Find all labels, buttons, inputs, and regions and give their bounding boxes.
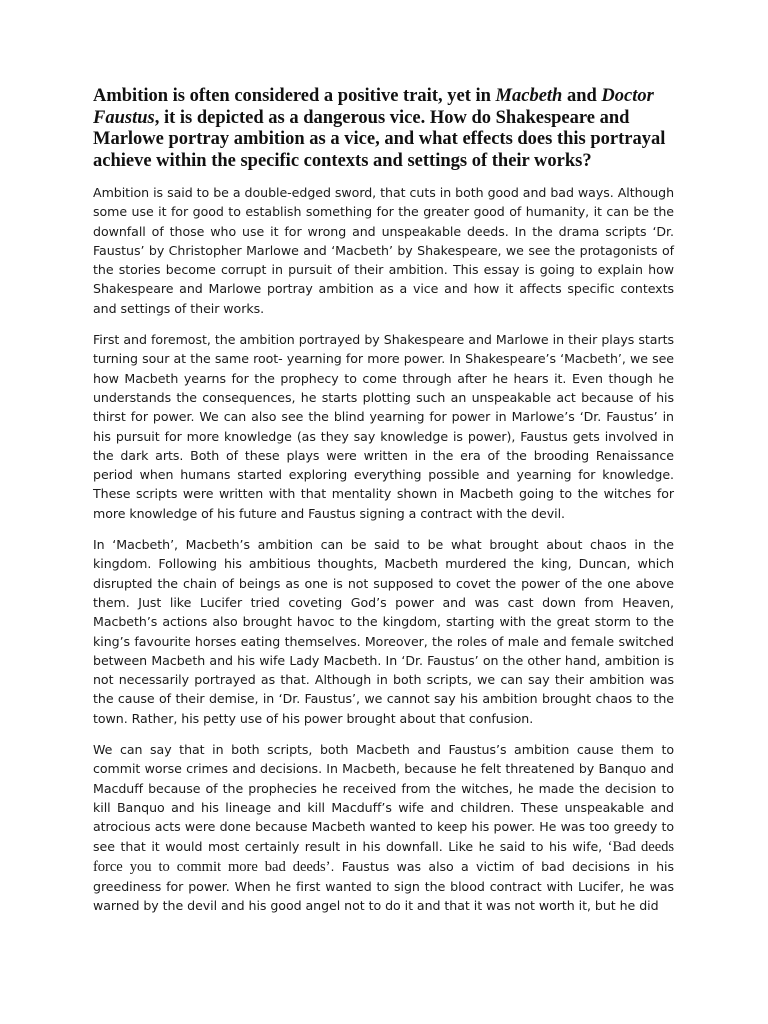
paragraph-introduction: Ambition is said to be a double-edged sword, that cuts in both good and bad ways. Although some use it for good to establish something for the greater good of humanity, it can be the downfall of those who use it for wrong and unspeakable deeds. In the drama scripts ‘Dr. Faustus’ by Christopher Marlowe and ‘Macbeth’ by Shakespeare, we see the protagonists of the stories become corrupt in pursuit of their ambition. This essay is going to explain how Shakespeare and Marlowe portray ambition as a vice and how it affects specific contexts and settings of their works. xyxy=(93,185,674,316)
essay-title xyxy=(93,86,674,172)
title-work-macbeth: Macbeth xyxy=(495,86,563,106)
title-work-doctor-faustus: Doctor Faustus xyxy=(93,86,654,128)
title-part-2: and xyxy=(562,86,602,106)
quotation: ‘Bad deeds force you to commit more bad deeds’ xyxy=(93,838,674,875)
paragraph-crimes xyxy=(93,740,674,916)
paragraph-power: First and foremost, the ambition portrayed by Shakespeare and Marlowe in their plays starts turning sour at the same root- yearning for more power. In Shakespeare’s ‘Macbeth’, we see how Macbeth yearns for the prophecy to come through after he hears it. Even though he understands the consequences, he starts plotting such an unspeakable act because of his thirst for power. We can also see the blind yearning for power in Marlowe’s ‘Dr. Faustus’ in his pursuit for more knowledge (as they say knowledge is power), Faustus gets involved in the dark arts. Both of these plays were written in the era of the brooding Renaissance period when humans started exploring everything possible and yearning for knowledge. These scripts were written with that mentality shown in Macbeth going to the witches for more knowledge of his future and Faustus signing a contract with the devil. xyxy=(93,332,674,521)
document-page xyxy=(93,86,674,928)
paragraph-crimes-text-2: . Faustus was also a victim of bad decisions in his greediness for power. When he first wanted to sign the blood contract with Lucifer, he was warned by the devil and his good angel not to do it and that it was not worth it, but he did xyxy=(93,858,674,914)
title-part-1: Ambition is often considered a positive trait, yet in xyxy=(93,86,496,106)
title-part-3: , it is depicted as a dangerous vice. How do Shakespeare and Marlowe portray ambition as a vice, and what effects does this portrayal achieve within the specific contexts and settings of their works? xyxy=(93,107,666,171)
paragraph-chaos: In ‘Macbeth’, Macbeth’s ambition can be said to be what brought about chaos in the kingdom. Following his ambitious thoughts, Macbeth murdered the king, Duncan, which disrupted the chain of beings as one is not supposed to covet the power of the one above them. Just like Lucifer tried coveting God’s power and was cast down from Heaven, Macbeth’s actions also brought havoc to the kingdom, starting with the great storm to the king’s favourite horses eating themselves. Moreover, the roles of male and female switched between Macbeth and his wife Lady Macbeth. In ‘Dr. Faustus’ on the other hand, ambition is not necessarily portrayed as that. Although in both scripts, we can say their ambition was the cause of their demise, in ‘Dr. Faustus’, we cannot say his ambition brought chaos to the town. Rather, his petty use of his power brought about that confusion. xyxy=(93,537,674,726)
paragraph-crimes-text-1: We can say that in both scripts, both Macbeth and Faustus’s ambition cause them to commit worse crimes and decisions. In Macbeth, because he felt threatened by Banquo and Macduff because of the prophecies he received from the witches, he made the decision to kill Banquo and his lineage and kill Macduff’s wife and children. These unspeakable and atrocious acts were done because Macbeth wanted to keep his power. He was too greedy to see that it would most certainly result in his downfall. Like he said to his wife, xyxy=(93,742,674,854)
